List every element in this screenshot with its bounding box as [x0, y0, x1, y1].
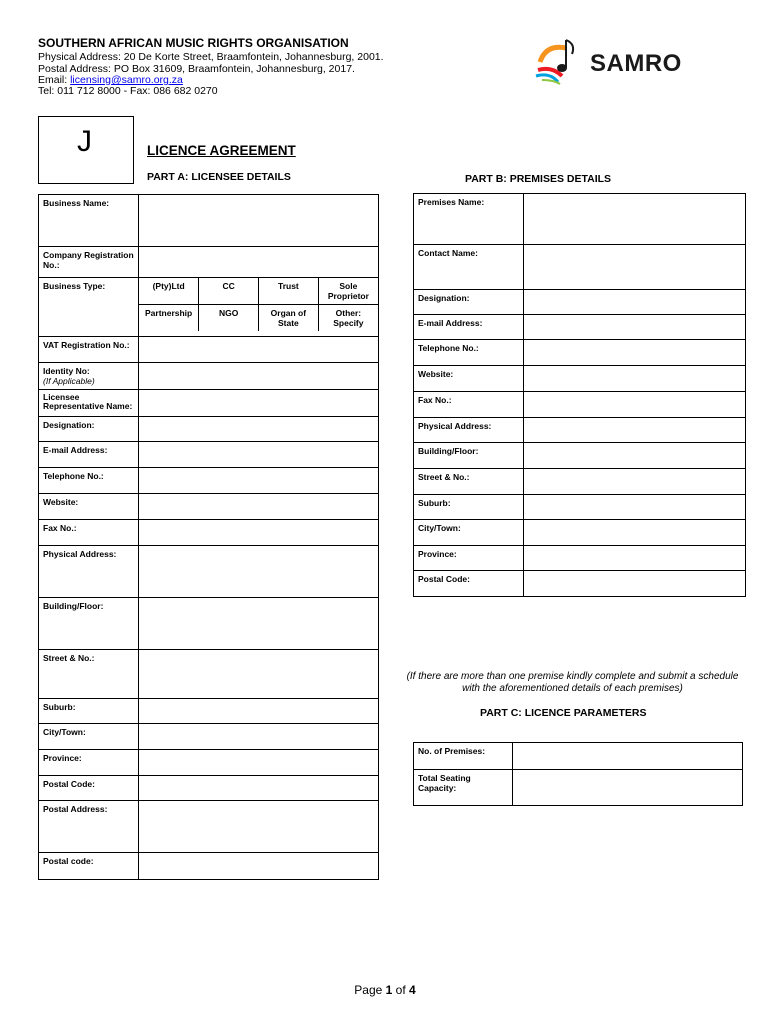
street-field-a[interactable]	[139, 650, 379, 699]
city-field-a[interactable]	[139, 724, 379, 750]
building-field-a[interactable]	[139, 598, 379, 650]
option-sole-proprietor[interactable]: Sole Proprietor	[318, 278, 378, 305]
fax-field-a[interactable]	[139, 520, 379, 546]
premises-note: (If there are more than one premise kindly complete and submit a schedule with the aforementioned details of each premises)	[406, 671, 739, 694]
building-label-a: Building/Floor:	[39, 598, 139, 650]
suburb-label-a: Suburb:	[39, 699, 139, 724]
identity-field[interactable]	[139, 363, 379, 390]
email-field-b[interactable]	[524, 315, 746, 340]
province-field-a[interactable]	[139, 750, 379, 776]
page-number: 1	[385, 983, 393, 997]
licence-parameters-table	[413, 742, 743, 806]
email-field-a[interactable]	[139, 442, 379, 468]
postal-address: Postal Address: PO Box 31609, Braamfontein, Johannesburg, 2017.	[38, 63, 355, 75]
designation-field[interactable]	[139, 417, 379, 442]
business-name-label: Business Name:	[39, 195, 139, 247]
postal-code2-label-a: Postal code:	[39, 853, 139, 880]
email-label-a: E-mail Address:	[39, 442, 139, 468]
option-cc[interactable]: CC	[199, 278, 259, 305]
designation-label: Designation:	[39, 417, 139, 442]
form-letter-box	[38, 116, 134, 184]
suburb-label-b: Suburb:	[414, 495, 524, 520]
telephone-label-b: Telephone No.:	[414, 340, 524, 366]
licensee-details-table	[38, 194, 379, 880]
rep-name-label: Licensee Representative Name:	[39, 390, 139, 417]
option-trust[interactable]: Trust	[259, 278, 319, 305]
province-field-b[interactable]	[524, 546, 746, 571]
samro-logo-mark-icon	[532, 36, 592, 86]
physical-address: Physical Address: 20 De Korte Street, Braamfontein, Johannesburg, 2001.	[38, 51, 384, 63]
postal-address-label-a: Postal Address:	[39, 801, 139, 853]
postal-code-label-b: Postal Code:	[414, 571, 524, 597]
email-link[interactable]: licensing@samro.org.za	[70, 74, 183, 86]
contact-name-label: Contact Name:	[414, 245, 524, 290]
option-organ-of-state[interactable]: Organ of State	[259, 305, 319, 332]
suburb-field-a[interactable]	[139, 699, 379, 724]
premises-details-table	[413, 193, 746, 597]
company-reg-field[interactable]	[139, 247, 379, 278]
designation-field-b[interactable]	[524, 290, 746, 315]
physical-label-b: Physical Address:	[414, 418, 524, 443]
physical-field-b[interactable]	[524, 418, 746, 443]
identity-label: Identity No: (If Applicable)	[39, 363, 139, 390]
tel-fax: Tel: 011 712 8000 - Fax: 086 682 0270	[38, 85, 218, 97]
business-name-field[interactable]	[139, 195, 379, 247]
identity-note: (If Applicable)	[43, 376, 95, 386]
rep-name-field[interactable]	[139, 390, 379, 417]
telephone-label-a: Telephone No.:	[39, 468, 139, 494]
designation-label-b: Designation:	[414, 290, 524, 315]
postal-code2-field-a[interactable]	[139, 853, 379, 880]
business-type-label: Business Type:	[39, 278, 139, 337]
vat-label: VAT Registration No.:	[39, 337, 139, 363]
form-letter: J	[77, 125, 92, 158]
company-reg-label: Company Registration No.:	[39, 247, 139, 278]
postal-code-field-b[interactable]	[524, 571, 746, 597]
suburb-field-b[interactable]	[524, 495, 746, 520]
vat-field[interactable]	[139, 337, 379, 363]
postal-code-field-a[interactable]	[139, 776, 379, 801]
website-field-a[interactable]	[139, 494, 379, 520]
website-label-a: Website:	[39, 494, 139, 520]
part-c-title: PART C: LICENCE PARAMETERS	[480, 707, 647, 719]
page-total: 4	[409, 983, 416, 997]
telephone-field-a[interactable]	[139, 468, 379, 494]
physical-field-a[interactable]	[139, 546, 379, 598]
seating-field[interactable]	[513, 770, 743, 806]
part-b-title: PART B: PREMISES DETAILS	[465, 173, 612, 185]
of-label: of	[392, 983, 410, 997]
page-label: Page	[354, 983, 386, 997]
email-label: Email:	[38, 74, 71, 86]
email-label-b: E-mail Address:	[414, 315, 524, 340]
city-label-b: City/Town:	[414, 520, 524, 546]
premises-name-label: Premises Name:	[414, 194, 524, 245]
building-field-b[interactable]	[524, 443, 746, 469]
website-field-b[interactable]	[524, 366, 746, 392]
fax-label-b: Fax No.:	[414, 392, 524, 418]
business-type-grid	[139, 278, 379, 337]
num-premises-field[interactable]	[513, 743, 743, 770]
website-label-b: Website:	[414, 366, 524, 392]
option-pty-ltd[interactable]: (Pty)Ltd	[139, 278, 199, 305]
samro-logo	[532, 36, 712, 86]
premises-name-field[interactable]	[524, 194, 746, 245]
samro-logo-text: SAMRO	[590, 50, 682, 77]
fax-field-b[interactable]	[524, 392, 746, 418]
telephone-field-b[interactable]	[524, 340, 746, 366]
org-name: SOUTHERN AFRICAN MUSIC RIGHTS ORGANISATION	[38, 36, 349, 50]
postal-address-field-a[interactable]	[139, 801, 379, 853]
doc-title: LICENCE AGREEMENT	[147, 143, 296, 158]
street-field-b[interactable]	[524, 469, 746, 495]
option-partnership[interactable]: Partnership	[139, 305, 199, 332]
seating-label: Total Seating Capacity:	[414, 770, 513, 806]
province-label-b: Province:	[414, 546, 524, 571]
physical-label-a: Physical Address:	[39, 546, 139, 598]
city-field-b[interactable]	[524, 520, 746, 546]
fax-label-a: Fax No.:	[39, 520, 139, 546]
option-ngo[interactable]: NGO	[199, 305, 259, 332]
contact-name-field[interactable]	[524, 245, 746, 290]
page-footer	[0, 983, 770, 997]
street-label-b: Street & No.:	[414, 469, 524, 495]
part-a-title: PART A: LICENSEE DETAILS	[147, 171, 291, 183]
postal-code-label-a: Postal Code:	[39, 776, 139, 801]
building-label-b: Building/Floor:	[414, 443, 524, 469]
street-label-a: Street & No.:	[39, 650, 139, 699]
province-label-a: Province:	[39, 750, 139, 776]
city-label-a: City/Town:	[39, 724, 139, 750]
num-premises-label: No. of Premises:	[414, 743, 513, 770]
option-other-specify[interactable]: Other: Specify	[318, 305, 378, 332]
